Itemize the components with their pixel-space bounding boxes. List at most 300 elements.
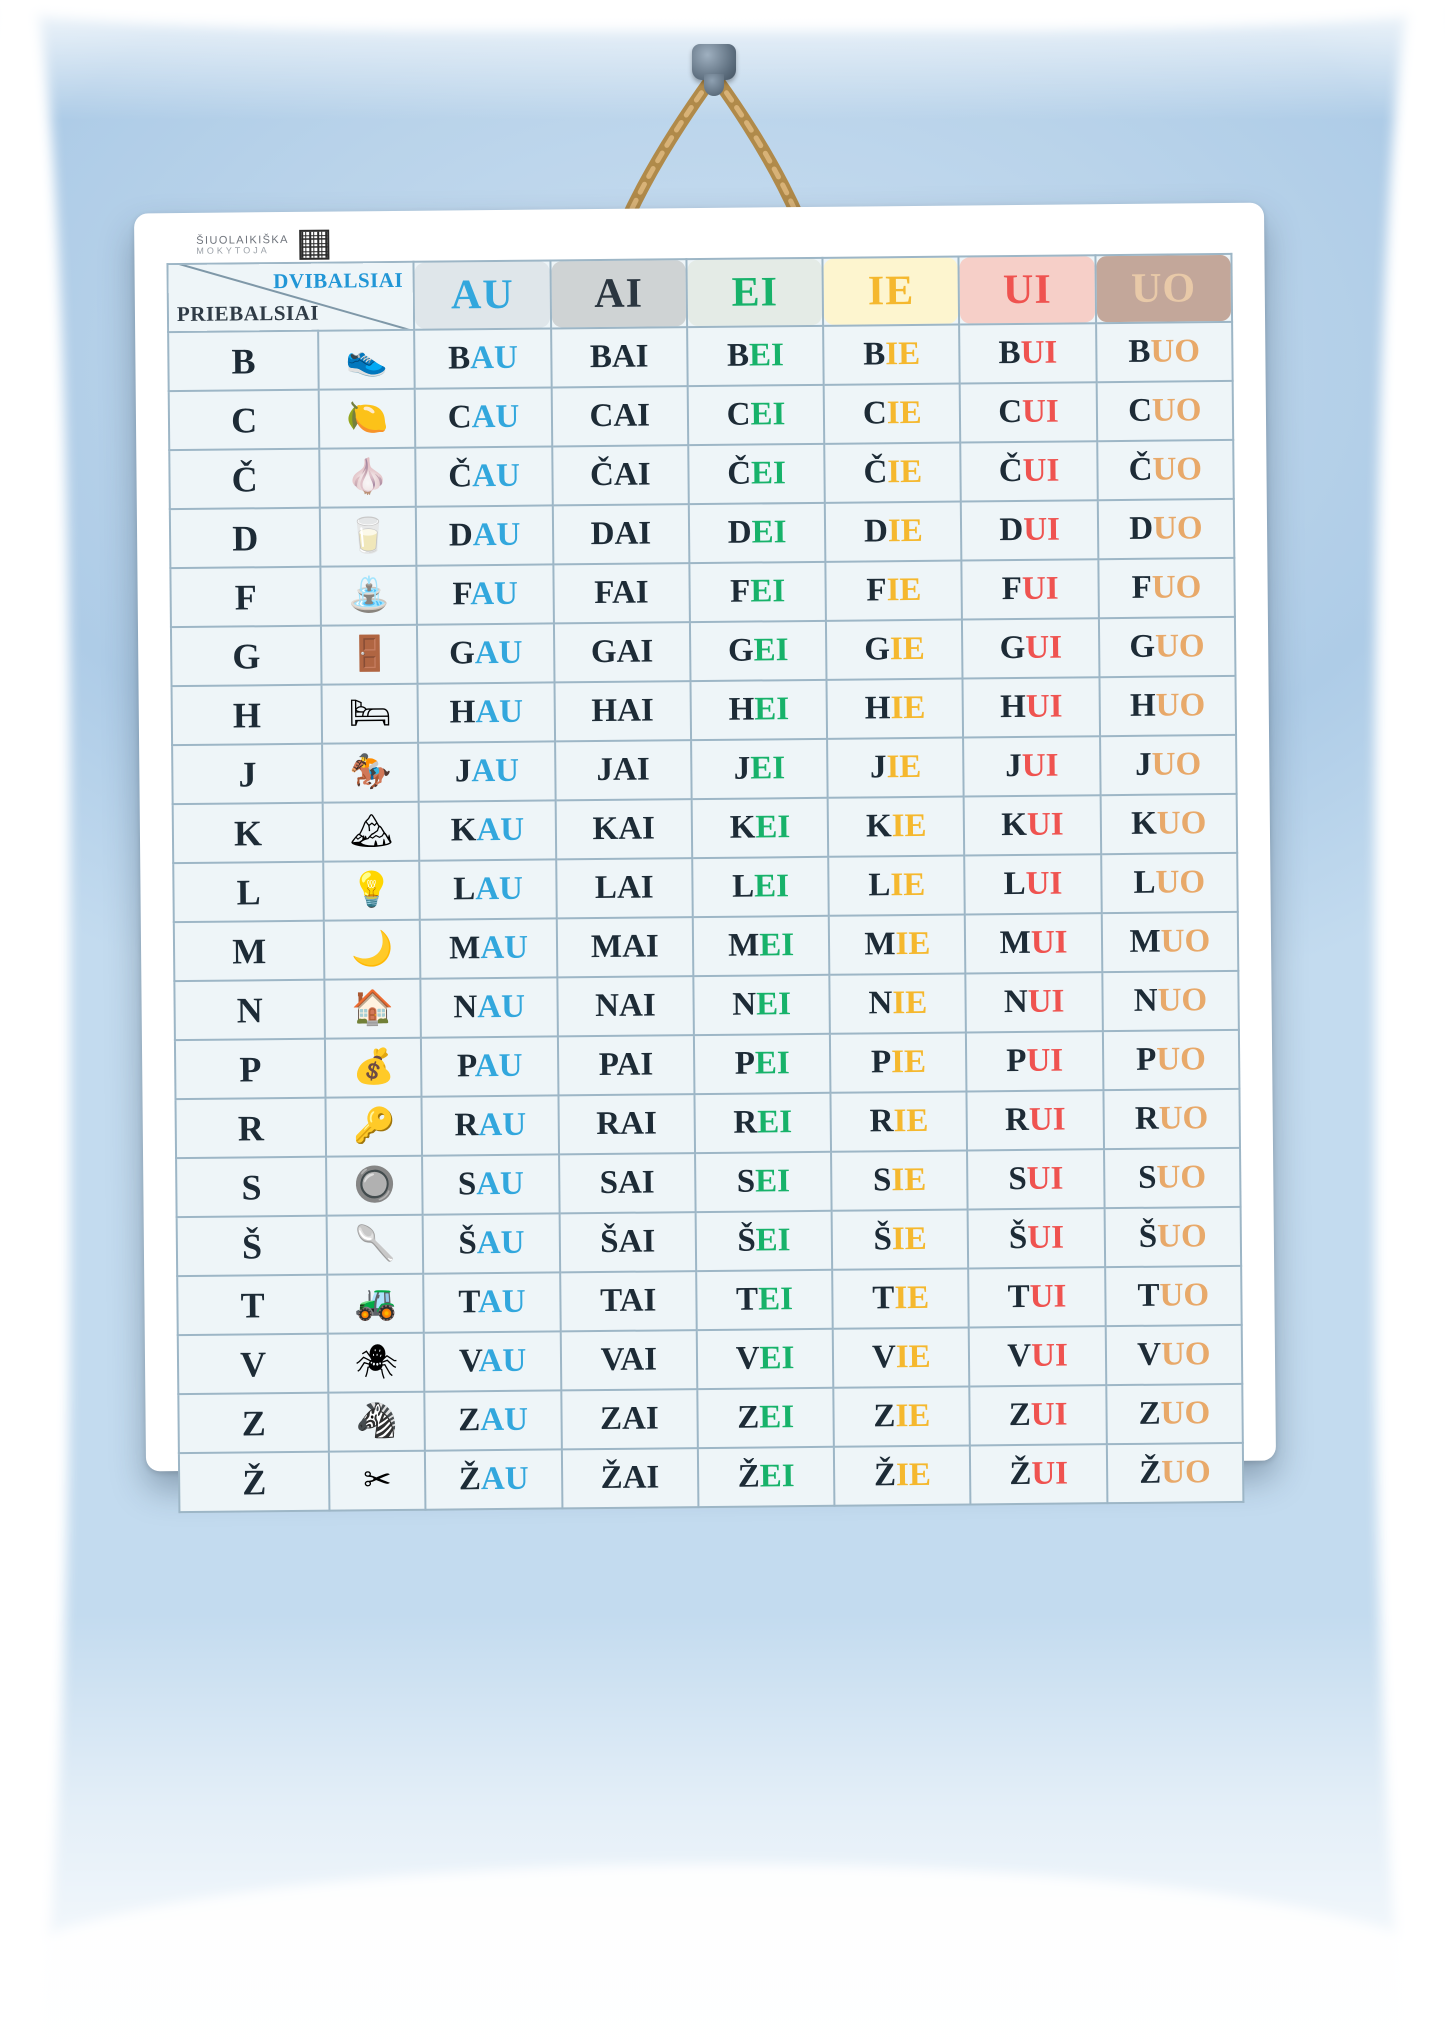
syllable-cell-ie — [831, 1091, 968, 1151]
column-header-ie — [823, 257, 960, 326]
syllable-diphthong: AU — [475, 870, 524, 908]
syllable-cell-ai — [560, 1271, 697, 1331]
syllable-diphthong: UI — [1030, 1396, 1068, 1433]
syllable-cell-au — [416, 446, 553, 506]
syllable-diphthong: AI — [620, 1341, 658, 1378]
syllable-diphthong: UO — [1152, 510, 1203, 547]
syllable-cell-ei — [690, 621, 827, 681]
consonant-letter: D — [170, 508, 321, 568]
syllable-cell-ui — [970, 1385, 1107, 1445]
syllable-consonant: T — [458, 1284, 479, 1321]
column-header-ai — [550, 259, 687, 328]
syllable-consonant: Š — [1008, 1219, 1028, 1257]
syllable-cell-ui — [961, 500, 1098, 560]
syllable-cell-ei — [689, 503, 826, 563]
syllable-diphthong: IE — [890, 689, 926, 727]
syllable-diphthong: UI — [1025, 865, 1063, 902]
syllable-diphthong: UI — [1021, 747, 1059, 784]
syllable-diphthong: EI — [756, 986, 792, 1023]
syllable-diphthong: IE — [887, 453, 923, 491]
syllable-consonant: H — [449, 694, 476, 731]
syllable-cell-au — [416, 505, 553, 565]
syllable-consonant: L — [1003, 865, 1026, 903]
syllable-consonant: D — [448, 517, 473, 554]
syllable-cell-au — [425, 1449, 562, 1509]
consonant-letter: T — [177, 1275, 328, 1335]
column-header-ui — [959, 255, 1096, 324]
syllable-consonant: Č — [727, 455, 752, 492]
table-row — [169, 381, 1234, 450]
syllable-diphthong: AU — [477, 988, 526, 1026]
house-icon: 🏠 — [325, 979, 422, 1039]
syllable-cell-ai — [555, 799, 692, 859]
syllable-cell-ai — [556, 858, 693, 918]
syllable-consonant: M — [449, 930, 481, 967]
syllable-consonant: M — [590, 928, 623, 966]
syllable-diphthong: UO — [1160, 1336, 1211, 1373]
glass-icon: 🥛 — [320, 507, 417, 567]
consonant-letter: C — [169, 390, 320, 450]
syllable-diphthong: UI — [1022, 452, 1060, 489]
syllable-cell-uo — [1104, 1148, 1241, 1208]
syllable-consonant: C — [589, 397, 614, 435]
syllable-diphthong: AI — [619, 1282, 657, 1319]
horse-riding-icon: 🏇 — [322, 743, 419, 803]
syllable-consonant: L — [868, 867, 891, 904]
syllable-cell-ei — [693, 916, 830, 976]
syllable-consonant: J — [454, 753, 472, 790]
syllable-cell-ai — [557, 976, 694, 1036]
syllable-consonant: N — [1003, 983, 1028, 1021]
syllable-cell-ei — [696, 1270, 833, 1330]
syllable-cell-uo — [1099, 617, 1236, 677]
syllable-consonant: Š — [458, 1225, 477, 1262]
syllable-consonant: D — [590, 515, 615, 553]
syllable-cell-uo — [1097, 440, 1234, 500]
syllable-cell-ai — [560, 1330, 697, 1390]
syllable-diphthong: UO — [1160, 1395, 1211, 1432]
syllable-cell-ie — [829, 915, 966, 975]
syllable-consonant: B — [589, 338, 613, 376]
syllable-consonant: Č — [863, 454, 888, 491]
syllable-diphthong: IE — [886, 394, 922, 432]
syllable-diphthong: AI — [617, 1164, 655, 1201]
syllable-consonant: C — [1127, 392, 1153, 429]
syllable-diphthong: AI — [619, 1105, 658, 1142]
syllable-consonant: T — [735, 1281, 759, 1318]
syllable-diphthong: IE — [885, 335, 921, 373]
header-priebalsiai: PRIEBALSIAI — [176, 300, 320, 327]
syllable-cell-ai — [559, 1153, 696, 1213]
syllable-consonant: S — [1138, 1159, 1157, 1196]
syllable-diphthong: AU — [470, 575, 519, 613]
syllable-consonant: H — [728, 691, 755, 728]
syllable-consonant: V — [1007, 1337, 1032, 1375]
syllable-cell-au — [415, 387, 552, 447]
syllable-cell-uo — [1100, 794, 1237, 854]
table-row — [171, 617, 1236, 686]
syllable-diphthong: AI — [611, 338, 649, 375]
syllable-diphthong: UO — [1154, 628, 1205, 665]
syllable-diphthong: EI — [755, 809, 791, 846]
syllable-cell-ui — [967, 1149, 1104, 1209]
syllable-cell-au — [424, 1272, 561, 1332]
syllable-consonant: N — [732, 986, 757, 1023]
syllable-cell-ie — [823, 325, 960, 385]
syllable-cell-ai — [559, 1212, 696, 1272]
brand-line-1: ŠIUOLAIKIŠKA — [196, 233, 289, 247]
syllable-consonant: G — [1129, 628, 1156, 665]
poster-board — [134, 203, 1276, 1502]
syllable-consonant: V — [1136, 1336, 1162, 1373]
spider-icon: 🕷 — [328, 1333, 425, 1393]
garlic-icon: 🧄 — [320, 448, 417, 508]
syllable-diphthong: AU — [480, 1460, 529, 1498]
button-icon: 🔘 — [326, 1156, 423, 1216]
syllable-consonant: N — [595, 987, 620, 1025]
syllable-diphthong: EI — [754, 1045, 790, 1082]
syllable-diphthong: EI — [753, 868, 790, 905]
syllable-diphthong: UI — [1031, 1455, 1069, 1492]
syllable-cell-au — [417, 564, 554, 624]
syllable-diphthong: UO — [1151, 392, 1202, 429]
syllable-cell-ie — [831, 1150, 968, 1210]
syllable-consonant: P — [598, 1046, 617, 1084]
syllable-cell-uo — [1103, 1030, 1240, 1090]
syllable-cell-ei — [693, 975, 830, 1035]
syllable-cell-ei — [697, 1388, 834, 1448]
syllable-cell-ei — [695, 1152, 832, 1212]
column-header-au — [414, 260, 551, 329]
syllable-consonant: D — [1129, 510, 1154, 547]
syllable-cell-uo — [1100, 735, 1237, 795]
syllable-consonant: J — [733, 750, 751, 787]
syllable-cell-au — [420, 859, 557, 919]
syllable-diphthong: AI — [612, 751, 650, 788]
syllable-diphthong: AU — [475, 693, 524, 731]
syllable-consonant: G — [999, 629, 1026, 667]
syllable-consonant: J — [1005, 747, 1022, 785]
syllable-diphthong: UI — [1027, 983, 1065, 1020]
syllable-diphthong: IE — [889, 630, 925, 668]
consonant-letter: Č — [169, 449, 320, 509]
syllable-consonant: P — [456, 1048, 475, 1085]
table-body — [168, 322, 1243, 1512]
syllable-cell-ai — [558, 1035, 695, 1095]
syllable-cell-au — [419, 741, 556, 801]
syllable-consonant: M — [864, 926, 896, 963]
column-header-uo — [1095, 254, 1232, 323]
table-row — [174, 971, 1239, 1040]
syllable-consonant: K — [592, 810, 619, 848]
syllable-diphthong: UI — [1026, 1160, 1064, 1197]
syllable-cell-au — [421, 977, 558, 1037]
syllable-cell-ai — [558, 1094, 695, 1154]
syllable-consonant: F — [1131, 569, 1152, 606]
syllable-diphthong: EI — [759, 1399, 795, 1436]
syllable-consonant: Ž — [458, 1461, 482, 1498]
syllable-consonant: J — [869, 749, 887, 786]
syllable-diphthong: IE — [895, 1397, 931, 1435]
syllable-diphthong: UI — [1029, 1278, 1067, 1315]
syllable-cell-uo — [1102, 971, 1239, 1031]
syllable-cell-ui — [964, 795, 1101, 855]
consonant-letter: Ž — [179, 1452, 330, 1512]
syllable-consonant: B — [1128, 333, 1151, 370]
syllable-cell-ui — [965, 854, 1102, 914]
syllable-diphthong: IE — [890, 1043, 927, 1081]
syllable-diphthong: AU — [471, 752, 520, 790]
syllable-consonant: K — [865, 808, 892, 845]
syllable-diphthong: AU — [480, 1401, 529, 1439]
syllable-diphthong: UI — [1021, 570, 1059, 607]
syllable-cell-ai — [554, 622, 691, 682]
syllable-cell-ie — [830, 974, 967, 1034]
consonant-letter: H — [172, 685, 323, 745]
syllable-consonant: R — [454, 1107, 479, 1144]
table-row — [174, 912, 1239, 981]
syllable-cell-au — [422, 1095, 559, 1155]
syllable-consonant: G — [864, 631, 891, 668]
syllable-diphthong: AU — [476, 811, 525, 849]
syllable-consonant: T — [599, 1282, 620, 1320]
syllable-cell-uo — [1103, 1089, 1240, 1149]
table-row — [175, 1089, 1240, 1158]
syllable-cell-ai — [553, 504, 690, 564]
syllable-diphthong: UO — [1158, 1100, 1209, 1137]
syllable-diphthong: EI — [755, 1222, 791, 1259]
syllable-consonant: D — [999, 511, 1024, 549]
table-row — [175, 1030, 1240, 1099]
syllable-consonant: L — [594, 869, 618, 907]
syllable-cell-ie — [825, 502, 962, 562]
syllable-consonant: T — [1007, 1278, 1030, 1316]
table-row — [170, 558, 1235, 627]
syllable-cell-uo — [1096, 381, 1233, 441]
syllable-diphthong: EI — [759, 927, 795, 964]
syllable-consonant: M — [727, 927, 760, 964]
syllable-cell-ie — [826, 620, 963, 680]
syllable-cell-ui — [964, 736, 1101, 796]
syllable-cell-ai — [552, 445, 689, 505]
syllable-cell-ie — [834, 1445, 971, 1505]
syllable-diphthong: EI — [759, 1458, 795, 1495]
syllable-diphthong: AU — [474, 634, 523, 672]
syllable-consonant: Z — [1008, 1396, 1031, 1434]
syllable-diphthong: AU — [474, 1047, 523, 1085]
syllable-consonant: L — [453, 871, 476, 908]
syllable-diphthong: IE — [892, 984, 928, 1022]
syllable-consonant: Č — [448, 458, 473, 495]
tractor-icon: 🚜 — [327, 1274, 424, 1334]
syllable-consonant: H — [999, 688, 1027, 726]
consonant-letter: K — [173, 803, 324, 863]
syllable-consonant: R — [1004, 1101, 1030, 1139]
syllable-consonant: R — [733, 1104, 758, 1141]
syllable-cell-au — [422, 1154, 559, 1214]
syllable-consonant: G — [448, 635, 475, 672]
syllable-consonant: P — [1136, 1041, 1157, 1078]
syllable-diphthong: AI — [616, 692, 654, 729]
syllable-diphthong: IE — [895, 925, 931, 963]
mountain-icon: 🏔 — [323, 802, 420, 862]
syllable-cell-ie — [824, 384, 961, 444]
syllable-diphthong: EI — [757, 1104, 793, 1141]
syllable-consonant: T — [1137, 1277, 1160, 1314]
syllable-consonant: C — [862, 395, 887, 432]
syllable-diphthong: IE — [886, 748, 922, 786]
column-chip-au: AU — [415, 261, 550, 328]
table-row — [178, 1325, 1243, 1394]
syllable-diphthong: IE — [887, 512, 923, 550]
syllable-consonant: N — [868, 985, 893, 1022]
syllable-consonant: L — [1133, 864, 1156, 901]
syllable-diphthong: UO — [1156, 1159, 1207, 1196]
syllable-cell-ie — [832, 1268, 969, 1328]
syllable-diphthong: UI — [1030, 924, 1068, 961]
qr-code-icon — [299, 230, 329, 260]
syllable-cell-ai — [553, 563, 690, 623]
syllable-cell-ui — [962, 559, 1099, 619]
syllable-diphthong: UO — [1157, 982, 1208, 1019]
syllable-diphthong: IE — [890, 866, 926, 904]
scissors-icon: ✂ — [329, 1451, 426, 1511]
syllable-cell-ei — [688, 385, 825, 445]
syllable-cell-ai — [561, 1389, 698, 1449]
syllable-cell-au — [418, 682, 555, 742]
syllable-consonant: T — [872, 1280, 895, 1317]
syllable-cell-ui — [960, 382, 1097, 442]
syllable-consonant: R — [869, 1103, 894, 1140]
syllable-consonant: L — [731, 868, 755, 905]
syllable-cell-ei — [689, 562, 826, 622]
syllable-cell-ui — [970, 1444, 1107, 1504]
syllable-diphthong: AI — [616, 633, 654, 670]
lamp-icon: 💡 — [324, 861, 421, 921]
consonant-letter: Š — [177, 1216, 328, 1276]
syllable-diphthong: EI — [750, 396, 786, 433]
corner-header — [167, 262, 414, 332]
consonant-letter: R — [175, 1098, 326, 1158]
syllable-consonant: S — [736, 1163, 756, 1200]
syllable-cell-uo — [1105, 1325, 1242, 1385]
column-chip-ui: UI — [960, 256, 1095, 323]
syllable-consonant: C — [726, 396, 751, 433]
table-row — [173, 853, 1238, 922]
syllable-consonant: B — [447, 340, 471, 377]
syllable-diphthong: UO — [1150, 333, 1201, 370]
syllable-diphthong: UI — [1026, 1042, 1064, 1079]
syllable-consonant: S — [457, 1166, 477, 1203]
syllable-consonant: Z — [873, 1398, 896, 1435]
syllable-diphthong: AU — [477, 1283, 526, 1321]
consonant-letter: P — [175, 1039, 326, 1099]
syllable-diphthong: AU — [472, 516, 521, 554]
table-row — [173, 794, 1238, 863]
consonant-letter: Z — [178, 1393, 329, 1453]
consonant-letter: N — [174, 980, 325, 1040]
syllable-consonant: N — [1133, 982, 1158, 1019]
syllable-diphthong: UI — [1025, 629, 1063, 666]
syllable-consonant: Č — [998, 452, 1023, 490]
syllable-consonant: G — [590, 633, 617, 671]
table-row — [176, 1148, 1241, 1217]
syllable-cell-ei — [692, 857, 829, 917]
syllable-cell-ui — [960, 323, 1097, 383]
column-chip-ie: IE — [824, 258, 959, 325]
syllable-cell-ui — [962, 618, 1099, 678]
syllable-diphthong: AU — [478, 1342, 527, 1380]
syllable-cell-ui — [967, 1090, 1104, 1150]
syllable-cell-au — [415, 328, 552, 388]
syllable-consonant: F — [1001, 570, 1023, 608]
syllable-consonant: B — [863, 336, 886, 373]
syllable-diphthong: IE — [894, 1279, 930, 1317]
syllable-cell-uo — [1105, 1266, 1242, 1326]
syllable-diphthong: AI — [616, 1046, 654, 1083]
syllable-cell-ei — [688, 444, 825, 504]
syllable-diphthong: AU — [478, 1106, 527, 1144]
consonant-letter: B — [168, 331, 319, 391]
syllable-cell-ei — [694, 1034, 831, 1094]
moon-icon: 🌙 — [324, 920, 421, 980]
syllable-cell-ai — [554, 681, 691, 741]
lemon-icon: 🍋 — [319, 389, 416, 449]
syllable-consonant: Š — [873, 1221, 893, 1258]
syllable-cell-ie — [827, 679, 964, 739]
syllable-diphthong: AI — [611, 574, 649, 611]
syllable-diphthong: EI — [751, 514, 787, 551]
syllable-consonant: K — [1130, 805, 1158, 842]
syllable-cell-ui — [969, 1326, 1106, 1386]
syllable-cell-uo — [1097, 499, 1234, 559]
syllable-consonant: F — [452, 576, 471, 613]
syllable-cell-au — [419, 800, 556, 860]
syllable-consonant: V — [458, 1343, 479, 1380]
syllable-consonant: S — [1008, 1160, 1027, 1198]
hammock-icon: 🛏 — [322, 684, 419, 744]
syllable-consonant: F — [866, 572, 887, 609]
syllable-diphthong: EI — [750, 455, 787, 492]
syllable-diphthong: IE — [895, 1456, 932, 1494]
table-row — [172, 676, 1237, 745]
brand-line-2: MOKYTOJA — [196, 245, 270, 256]
syllable-diphthong: UO — [1155, 687, 1206, 724]
syllable-consonant: Ž — [1139, 1454, 1162, 1491]
syllable-consonant: Š — [737, 1222, 756, 1259]
syllable-consonant: F — [730, 573, 751, 610]
syllable-diphthong: UO — [1156, 1041, 1207, 1078]
zebra-icon: 🦓 — [329, 1392, 426, 1452]
syllable-diphthong: UI — [1021, 393, 1059, 430]
syllable-consonant: D — [863, 513, 889, 550]
syllable-consonant: R — [1134, 1100, 1159, 1137]
syllable-consonant: H — [864, 690, 891, 727]
syllable-cell-ei — [698, 1447, 835, 1507]
consonant-letter: G — [171, 626, 322, 686]
syllable-diphthong: UI — [1027, 1219, 1065, 1256]
table-row — [178, 1384, 1243, 1453]
syllable-cell-uo — [1098, 558, 1235, 618]
syllable-diphthong: AI — [622, 1459, 660, 1496]
consonant-letter: V — [178, 1334, 329, 1394]
syllable-consonant: N — [453, 989, 478, 1026]
syllable-consonant: Č — [589, 456, 615, 494]
syllable-consonant: B — [998, 334, 1021, 372]
syllable-diphthong: IE — [891, 1220, 927, 1258]
column-chip-ei: EI — [687, 259, 822, 326]
syllable-consonant: K — [729, 809, 756, 846]
